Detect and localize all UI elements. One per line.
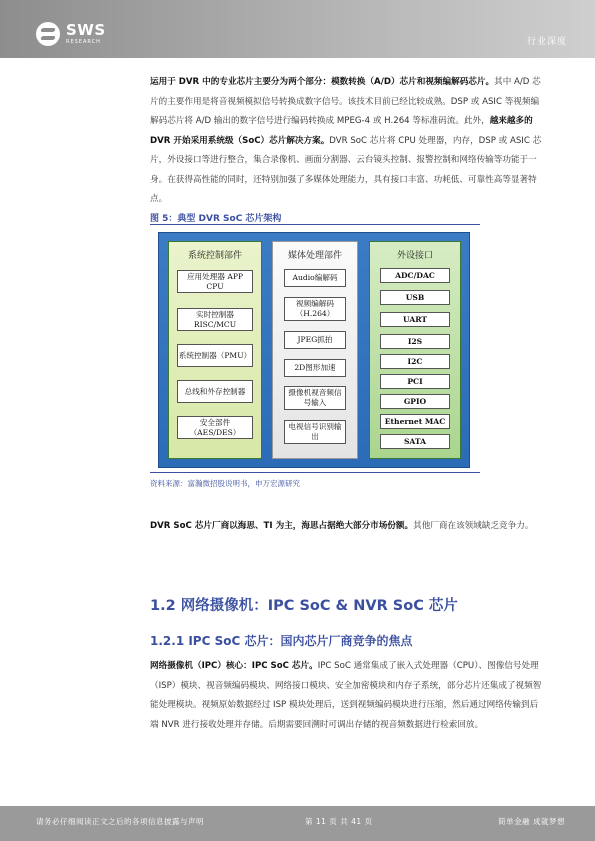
report-type-label: 行业深度 — [526, 37, 567, 47]
diagram-box: SATA — [380, 434, 450, 449]
para3-bold-1: 网络摄像机（IPC）核心：IPC SoC 芯片。 — [150, 661, 318, 671]
column-title: 外设接口 — [396, 251, 433, 261]
diagram-box: 视频编解码（H.264） — [284, 297, 346, 321]
diagram-box: 安全部件（AES/DES） — [177, 416, 253, 439]
diagram-box: Audio编解码 — [284, 269, 346, 287]
figure-top-rule — [150, 224, 480, 225]
diagram-box: USB — [380, 290, 450, 305]
column-title: 媒体处理部件 — [287, 251, 342, 261]
diagram-box: I2C — [380, 354, 450, 369]
peripheral-interface-column — [369, 241, 461, 459]
footer-slogan: 简单金融 成就梦想 — [498, 817, 565, 826]
column-title: 系统控制部件 — [187, 251, 242, 261]
diagram-box: PCI — [380, 374, 450, 389]
media-processing-column — [272, 241, 358, 459]
sws-logo-icon — [36, 22, 60, 46]
para1-bold-2: 越来越多的 DVR 开始采用系统级（SoC）芯片解决方案。 — [150, 116, 533, 146]
paragraph-ipc-soc — [150, 657, 546, 735]
diagram-box: I2S — [380, 334, 450, 349]
logo-sub-text: RESEARCH — [66, 39, 101, 45]
para1-text-1: 其中 A/D 芯片的主要作用是将音视频模拟信号转换成数字信号。该技术目前已经比较成熟。DSP 或 ASIC 等视频编解码芯片将 A/D 输出的数字信号进行编码转换成 MPEG-4 或 H.264 等标准码流。此外， — [150, 77, 541, 126]
diagram-box: GPIO — [380, 394, 450, 409]
dvr-soc-architecture-diagram — [158, 232, 470, 468]
paragraph-dvr-vendors — [150, 517, 546, 537]
diagram-box: 应用处理器 APP CPU — [177, 270, 253, 293]
footer-page-number: 第 11 页 共 41 页 — [305, 817, 373, 826]
para3-text-1: IPC SoC 通常集成了嵌入式处理器（CPU）、图像信号处理（ISP）模块、视音频编码模块、网络接口模块、安全加密模块和内存子系统，部分芯片还集成了视频智能处理模块。视频原始数据经过 ISP 模块处理后，送到视频编码模块进行压缩，然后通过网络传输到后端 NVR 进行接收处理并存储。后期需要回溯时可调出存储的视音频数据进行检索回放。 — [150, 661, 542, 730]
sws-logo — [36, 22, 106, 46]
figure-bottom-rule — [150, 472, 480, 473]
diagram-box: ADC/DAC — [380, 268, 450, 283]
page-footer — [0, 806, 595, 841]
para2-text-1: 其他厂商在该领域缺乏竞争力。 — [413, 521, 534, 531]
diagram-box: 总线和外存控制器 — [177, 380, 253, 403]
footer-disclaimer: 请务必仔细阅读正文之后的各项信息披露与声明 — [36, 817, 204, 826]
diagram-box: 实时控制器 RISC/MCU — [177, 308, 253, 331]
section-title: 1.2 网络摄像机：IPC SoC & NVR SoC 芯片 — [150, 598, 458, 614]
diagram-box: Ethernet MAC — [380, 414, 450, 429]
para1-text-2: DVR SoC 芯片将 CPU 处理器，内存，DSP 或 ASIC 芯片，外设接口等进行整合，集合录像机、画面分割器、云台镜头控制、报警控制和网络传输等功能于一身。在获得高性能的同时，还特别加强了多媒体处理能力，具有接口丰富、功耗低、可靠性高等显著特点。 — [150, 135, 542, 204]
diagram-box: JPEG抓拍 — [284, 331, 346, 349]
para1-bold-1: 运用于 DVR 中的专业芯片主要分为两个部分：模数转换（A/D）芯片和视频编解码芯片。 — [150, 77, 495, 87]
subsection-title: 1.2.1 IPC SoC 芯片：国内芯片厂商竞争的焦点 — [150, 634, 413, 648]
figure-title: 图 5：典型 DVR SoC 芯片架构 — [150, 214, 282, 224]
diagram-box: 2D图形加速 — [284, 359, 346, 377]
paragraph-dvr-chips — [150, 73, 546, 210]
diagram-box: UART — [380, 312, 450, 327]
diagram-box: 摄像机视音频信号输入 — [284, 386, 346, 410]
system-control-column — [168, 241, 262, 459]
page-header — [0, 0, 595, 58]
figure-source: 资料来源：富瀚微招股说明书，申万宏源研究 — [150, 479, 300, 488]
para2-bold-1: DVR SoC 芯片厂商以海思、TI 为主，海思占据绝大部分市场份额。 — [150, 521, 414, 531]
diagram-box: 系统控制器（PMU） — [177, 344, 253, 367]
diagram-box: 电视信号识别输出 — [284, 420, 346, 444]
logo-main-text: SWS — [66, 21, 106, 39]
